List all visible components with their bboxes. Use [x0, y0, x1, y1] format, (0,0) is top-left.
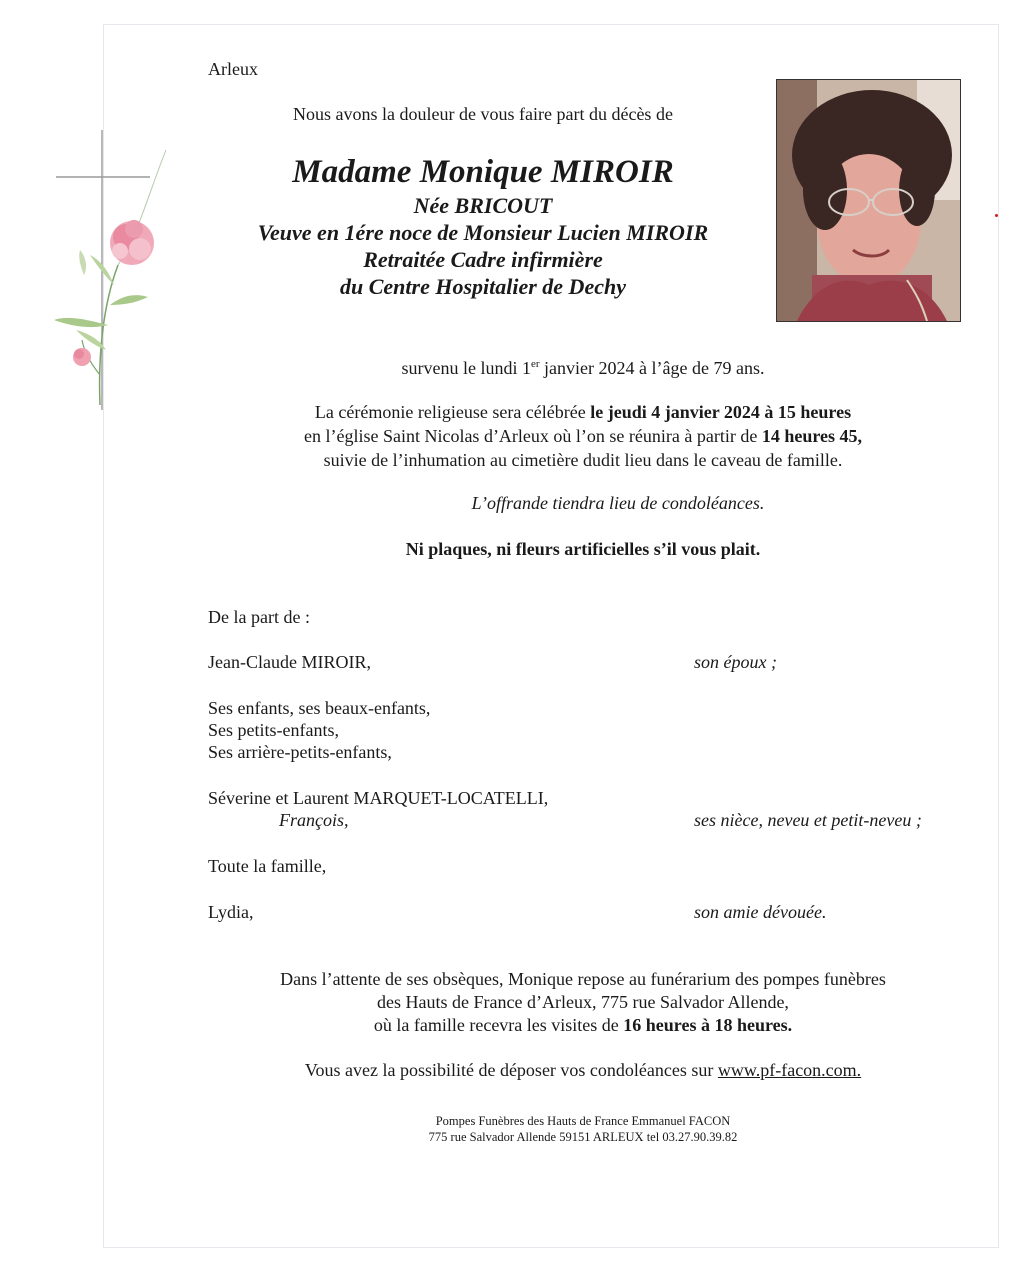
offrande-line: L’offrande tiendra lieu de condoléances. — [471, 493, 765, 513]
cross-with-carnation-icon — [48, 125, 173, 420]
family-member-name: Séverine et Laurent MARQUET-LOCATELLI, — [208, 788, 549, 808]
profession-line-1: Retraitée Cadre infirmière — [363, 247, 603, 272]
ceremony-line-1: La cérémonie religieuse sera célébrée le jeudi 4 janvier 2024 à 15 heures — [314, 402, 852, 422]
family-grandchildren-line: Ses petits-enfants, — [208, 720, 339, 740]
family-member-name: Lydia, — [208, 902, 254, 922]
intro-text: Nous avons la douleur de vous faire part du décès de — [293, 104, 673, 124]
ceremony-line-3: suivie de l’inhumation au cimetière dudit lieu dans le caveau de famille. — [323, 450, 843, 470]
family-member-subname: François, — [279, 810, 349, 830]
ceremony-line-2: en l’église Saint Nicolas d’Arleux où l’on se réunira à partir de 14 heures 45, — [303, 426, 863, 446]
family-children-line: Ses enfants, ses beaux-enfants, — [208, 698, 431, 718]
town-name: Arleux — [208, 59, 258, 79]
condolences-link[interactable]: www.pf-facon.com. — [717, 1060, 862, 1080]
footer-line-2: 775 rue Salvador Allende 59151 ARLEUX tel 03.27.90.39.82 — [428, 1130, 738, 1144]
condolences-line: Vous avez la possibilité de déposer vos condoléances sur www.pf-facon.com. — [304, 1060, 862, 1080]
family-member-role: son amie dévouée. — [694, 902, 827, 922]
deceased-name: Madame Monique MIROIR — [292, 154, 674, 190]
portrait-photo — [776, 79, 961, 322]
family-great-grandchildren-line: Ses arrière-petits-enfants, — [208, 742, 392, 762]
family-member-role: son époux ; — [694, 652, 777, 672]
death-date-line: survenu le lundi 1er janvier 2024 à l’âge de 79 ans. — [401, 358, 765, 378]
family-member-name: Jean-Claude MIROIR, — [208, 652, 371, 672]
no-flowers-line: Ni plaques, ni fleurs artificielles s’il vous plait. — [405, 539, 761, 559]
funeral-home-line-2: des Hauts de France d’Arleux, 775 rue Salvador Allende, — [377, 992, 789, 1012]
family-all-line: Toute la famille, — [208, 856, 327, 876]
funeral-home-line-3: où la famille recevra les visites de 16 heures à 18 heures. — [373, 1015, 793, 1035]
family-intro: De la part de : — [208, 607, 310, 627]
profession-line-2: du Centre Hospitalier de Dechy — [340, 274, 626, 299]
footer-line-1: Pompes Funèbres des Hauts de France Emmanuel FACON — [435, 1114, 731, 1128]
widow-line: Veuve en 1ére noce de Monsieur Lucien MIROIR — [257, 220, 709, 245]
scan-mark — [995, 214, 998, 217]
maiden-name: Née BRICOUT — [413, 193, 553, 218]
family-member-role: ses nièce, neveu et petit-neveu ; — [694, 810, 922, 830]
funeral-home-line-1: Dans l’attente de ses obsèques, Monique repose au funérarium des pompes funèbres — [280, 969, 886, 989]
